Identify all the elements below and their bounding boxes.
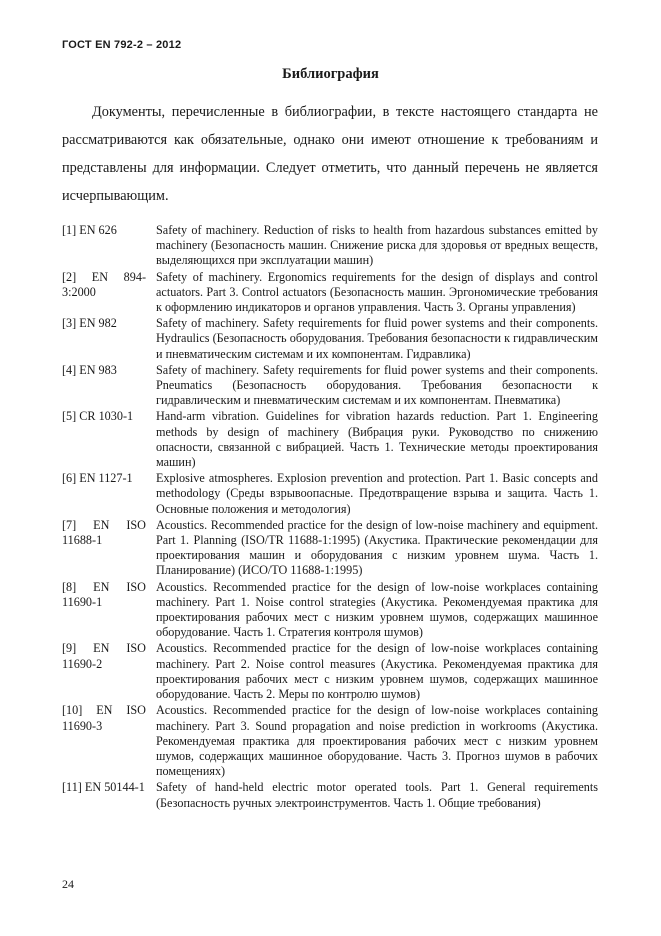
bibliography-entry xyxy=(62,316,598,362)
reference-number: [3] EN 982 xyxy=(62,316,117,331)
reference-text: Acoustics. Recommended practice for the design of low-noise workplaces containing machinery. Part 3. Sound propagation and noise prediction in workrooms (Акустика. Рекомендуемая практика для проектирования рабочих мест с низким уровнем шумов, содержащих машинное оборудование. Часть 3. Прогноз шумов в рабочих помещениях) xyxy=(156,703,598,779)
bibliography-list xyxy=(62,223,598,812)
reference-text: Safety of machinery. Reduction of risks to health from hazardous substances emitted by machinery (Безопасность машин. Снижение риска для здоровья от вредных веществ, выделяющихся при эксплуатации машин) xyxy=(156,223,598,268)
bibliography-entry xyxy=(62,641,598,702)
reference-number: [4] EN 983 xyxy=(62,362,117,377)
bibliography-entry xyxy=(62,223,598,269)
reference-text: Safety of machinery. Safety requirements for fluid power systems and their components. Pneumatics (Безопасность оборудования. Требования безопасности к гидравлическим и пневматическим системам и их компонентам. Пневматика) xyxy=(156,362,598,408)
reference-number: [8] EN ISO 11690-1 xyxy=(62,579,146,609)
bibliography-entry xyxy=(62,518,598,579)
intro-paragraph: Документы, перечисленные в библиографии, в тексте настоящего стандарта не рассматриваются как обязательные, однако они имеют отношение к требованиям и представлены для информации. Следует отметить, что данный перечень не является исчерпывающим. xyxy=(62,104,598,204)
reference-text: Hand-arm vibration. Guidelines for vibration hazards reduction. Part 1. Engineering methods by design of machinery (Вибрация руки. Руководство по снижению опасности, связанной с вибрацией. Часть 1. Технические методы проектирования машин) xyxy=(156,409,598,470)
bibliography-entry xyxy=(62,409,598,470)
reference-number: [9] EN ISO 11690-2 xyxy=(62,641,146,671)
page-number: 24 xyxy=(62,877,74,891)
reference-number: [10] EN ISO 11690-3 xyxy=(62,703,146,733)
bibliography-entry xyxy=(62,703,598,779)
reference-number: [5] CR 1030-1 xyxy=(62,409,134,424)
bibliography-entry xyxy=(62,471,598,517)
reference-text: Safety of hand-held electric motor operated tools. Part 1. General requirements (Безопасность ручных электроинструментов. Часть 1. Общие требования) xyxy=(156,780,598,810)
bibliography-entry xyxy=(62,580,598,641)
bibliography-entry xyxy=(62,780,598,810)
bibliography-entry xyxy=(62,270,598,316)
reference-number: [2] EN 894-3:2000 xyxy=(62,269,146,299)
reference-text: Safety of machinery. Ergonomics requirements for the design of displays and control actuators. Part 3. Control actuators (Безопасность машин. Эргономические требования к оформлению индикаторов и органов управления. Часть 3. Органы управления) xyxy=(156,269,598,315)
reference-text: Acoustics. Recommended practice for the design of low-noise machinery and equipment. Part 1. Planning (ISO/TR 11688-1:1995) (Акустика. Практические рекомендации для проектирования машин и оборудования с низким уровнем шума. Часть 1. Планирование) (ИСО/ТО 11688-1:1995) xyxy=(156,517,598,578)
reference-text: Safety of machinery. Safety requirements for fluid power systems and their components. Hydraulics (Безопасность оборудования. Требования безопасности к гидравлическим и пневматическим системам и их компонентам. Гидравлика) xyxy=(156,316,598,361)
reference-number: [11] EN 50144-1 xyxy=(62,780,145,795)
page-title: Библиография xyxy=(282,66,379,82)
reference-number: [6] EN 1127-1 xyxy=(62,471,133,486)
bibliography-entry xyxy=(62,363,598,409)
reference-text: Acoustics. Recommended practice for the design of low-noise workplaces containing machinery. Part 2. Noise control measures (Акустика. Рекомендуемая практика для проектирования рабочих мест с низким уровнем шумов, содержащих машинное оборудование. Часть 2. Меры по контролю шумов) xyxy=(156,641,598,702)
reference-number: [7] EN ISO 11688-1 xyxy=(62,517,146,548)
reference-text: Acoustics. Recommended practice for the design of low-noise workplaces containing machinery. Part 1. Noise control strategies (Акустика. Рекомендуемая практика для проектирования рабочих мест с низким уровнем шумов, содержащих машинное оборудование. Часть 1. Стратегия контроля шумов) xyxy=(156,579,598,640)
standard-header: ГОСТ EN 792-2 – 2012 xyxy=(62,39,182,51)
reference-text: Explosive atmospheres. Explosion prevention and protection. Part 1. Basic concepts and methodology (Среды взрывоопасные. Предотвращение взрыва и защита. Часть 1. Основные положения и методология) xyxy=(156,471,598,516)
reference-number: [1] EN 626 xyxy=(62,223,117,237)
